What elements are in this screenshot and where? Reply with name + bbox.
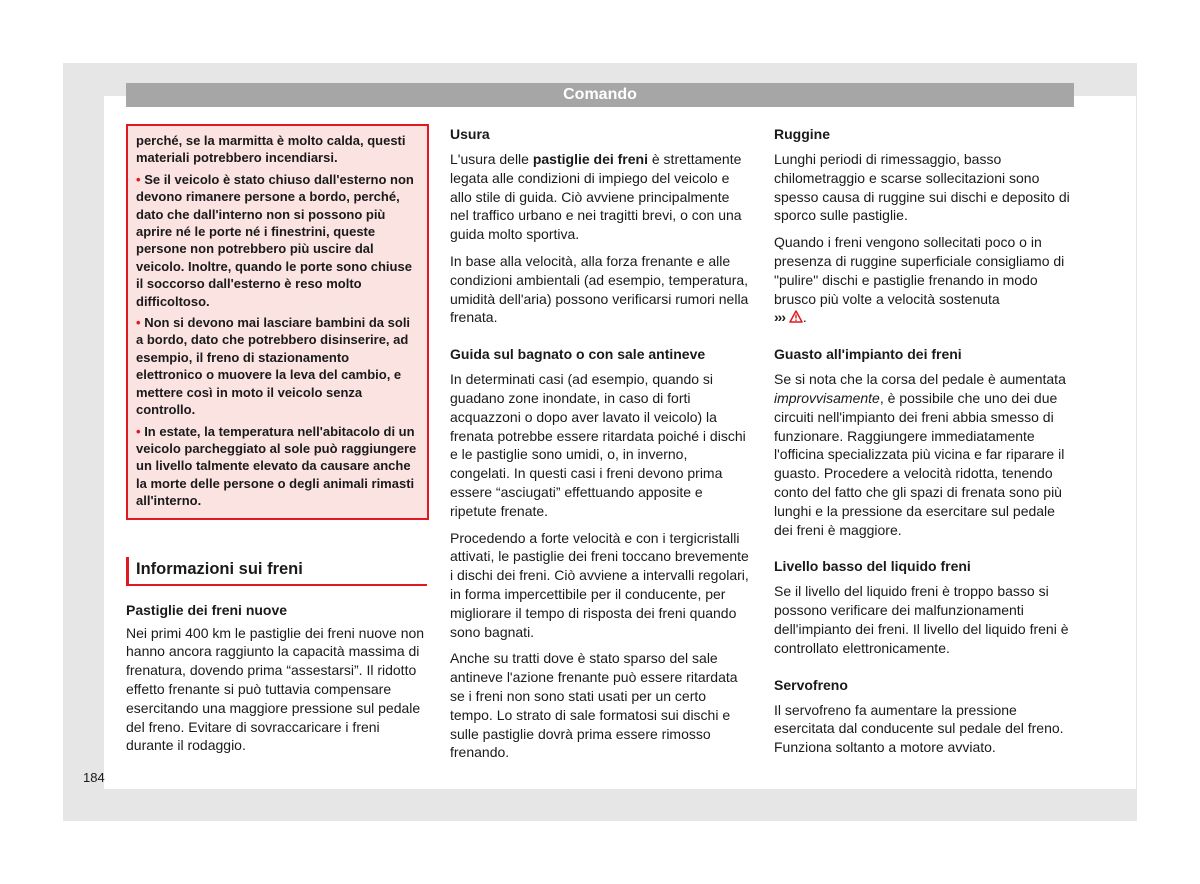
heading-bagnato: Guida sul bagnato o con sale antineve [450,346,706,363]
column-left [126,124,427,755]
paragraph-guasto: Se si nota che la corsa del pedale è aumentata improvvisamente, è possibile che uno dei due circuiti nell'impianto dei freni abbia smesso di funzionare. Raggiungere immediatamente l'officina specializzata più vicina e far riparare il guasto. Procedere a velocità ridotta, tenendo conto del fatto che gli spazi di frenata sono più lunghi e la pressione da esercitare sul pedale dei freni è maggiore. [774,371,1066,538]
section-title: Informazioni sui freni [126,557,427,586]
paragraph-bagnato-2: Procedendo a forte velocità e con i tergicristalli attivati, le pastiglie dei freni toccano brevemente i dischi dei freni. Ciò avviene a intervalli regolari, in forma impercettibile per il conducente, per migliorare il tempo di risposta dei freni quando sono bagnati. [450,529,749,640]
heading-livello: Livello basso del liquido freni [774,558,971,575]
warning-triangle-icon[interactable] [789,310,803,323]
page-number: 184 [83,770,105,785]
heading-usura: Usura [450,126,490,142]
warning-item: • In estate, la temperatura nell'abitacolo di un veicolo parcheggiato al sole può raggiungere un livello talmente elevato da causare anche la morte delle persone o degli animali rimasti all'interno. [136,423,417,509]
column-right [774,124,1074,757]
paragraph-pastiglie-nuove: Nei primi 400 km le pastiglie dei freni nuove non hanno ancora raggiunto la capacità massima di frenatura, dovendo prima “assestarsi”. Il ridotto effetto frenante si può tuttavia compensare esercitando una maggiore pressione sul pedale del freno. Evitare di sovraccaricare i freni durante il rodaggio. [126,624,425,754]
heading-guasto: Guasto all'impianto dei freni [774,346,962,363]
heading-pastiglie-nuove: Pastiglie dei freni nuove [126,601,288,618]
heading-ruggine: Ruggine [774,126,830,142]
warning-box [126,124,429,520]
paragraph-livello: Se il livello del liquido freni è troppo basso si possono verificare dei malfunzionamenti dell'impianto dei freni. Il livello del liquido freni è controllato elettronicamente. [774,583,1069,656]
chevrons-icon: ››› [774,309,785,326]
bullet-icon: • [136,315,141,331]
paragraph-ruggine-1: Lunghi periodi di rimessaggio, basso chilometraggio e scarse sollecitazioni sono spesso causa di ruggine sui dischi e deposito di sporco sulle pastiglie. [774,151,1070,224]
warning-item: • Se il veicolo è stato chiuso dall'esterno non devono rimanere persone a bordo, perché, dato che dall'interno non si possono più aprire né le porte né i finestrini, queste persone non potrebbero più uscire dal veicolo. Inoltre, quando le porte sono chiuse il soccorso dall'esterno è reso molto difficoltoso. [136,171,414,309]
paragraph-bagnato-3: Anche su tratti dove è stato sparso del sale antineve l'azione frenante può essere ritardata se i freni non sono stati usati per un certo tempo. Lo strato di sale formatosi sui dischi e sulle pastiglie dovrà prima essere rimosso frenando. [450,650,738,761]
paragraph-ruggine-2: Quando i freni vengono sollecitati poco o in presenza di ruggine superficiale consigliamo di "pulire" dischi e pastiglie frenando in modo brusco più volte a velocità sostenuta ››› . [774,234,1065,326]
paragraph-servofreno: Il servofreno fa aumentare la pressione esercitata dal conducente sul pedale del freno. Funziona soltanto a motore avviato. [774,701,1064,756]
heading-servofreno: Servofreno [774,676,848,693]
paragraph-rumori: In base alla velocità, alla forza frenante e alle condizioni ambientali (ad esempio, temperatura, umidità dell'aria) possono verificarsi rumori nella frenata. [450,252,749,326]
paragraph-usura: L'usura delle pastiglie dei freni è strettamente legata alle condizioni di impiego del veicolo e allo stile di guida. Ciò avviene principalmente nel traffico urbano e nei tragitti brevi, o con una guida molto sportiva. [450,151,742,243]
chapter-header: Comando [126,83,1074,107]
column-middle [450,124,750,762]
bullet-icon: • [136,171,141,187]
warning-item: • Non si devono mai lasciare bambini da soli a bordo, dato che potrebbero disinserire, ad esempio, il freno di stazionamento elettronico o muovere la leva del cambio, e mettere così in moto il veicolo senza controllo. [136,315,411,418]
warning-intro: perché, se la marmitta è molto calda, questi materiali potrebbero incendiarsi. [136,133,406,166]
bullet-icon: • [136,423,141,439]
paragraph-bagnato-1: In determinati casi (ad esempio, quando si guadano zone inondate, in caso di forti acquazzoni o dopo aver lavato il veicolo) la frenata potrebbe essere ritardata poiché i dischi e le pastiglie sono umidi, o, in inverno, congelati. In questi casi i freni devono prima essere “asciugati” effettuando apposite e ripetute frenate. [450,371,746,519]
